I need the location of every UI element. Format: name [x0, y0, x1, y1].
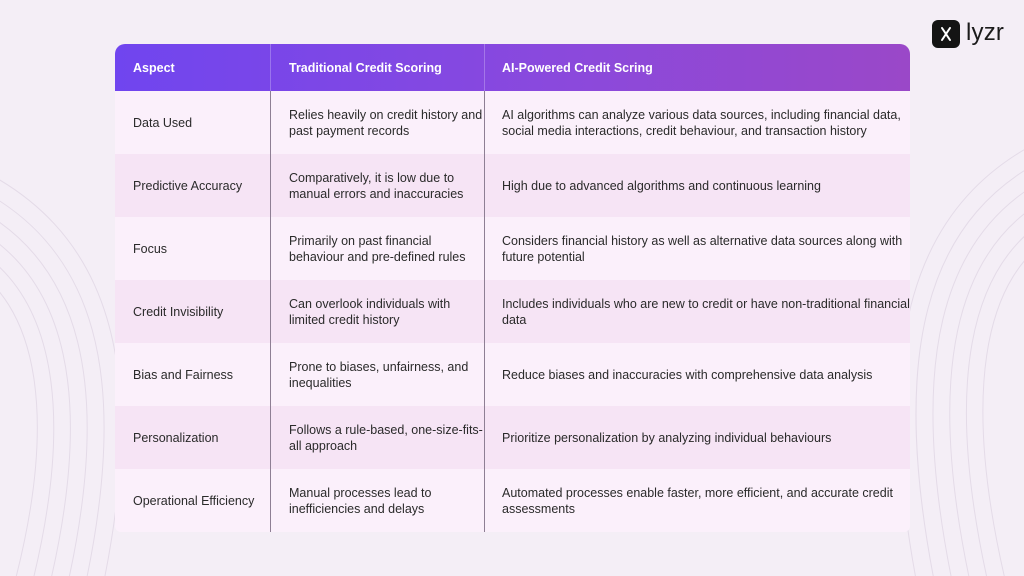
table-header	[115, 44, 910, 91]
cell-aspect: Bias and Fairness	[133, 367, 234, 382]
header-traditional: Traditional Credit Scoring	[270, 44, 484, 91]
header-aspect: Aspect	[133, 60, 175, 75]
brand-name: lyzr	[966, 18, 1005, 46]
cell-ai: Prioritize personalization by analyzing individual behaviours	[484, 406, 910, 469]
cell-traditional: Can overlook individuals with limited credit history	[270, 280, 484, 343]
table-row	[115, 406, 910, 469]
lyzr-logo-icon	[932, 20, 960, 48]
cell-ai: Automated processes enable faster, more efficient, and accurate credit assessments	[484, 469, 910, 532]
cell-aspect: Predictive Accuracy	[133, 178, 243, 193]
cell-aspect: Focus	[133, 241, 168, 256]
cell-traditional: Follows a rule-based, one-size-fits-all approach	[270, 406, 484, 469]
cell-aspect: Personalization	[133, 430, 219, 445]
table-row	[115, 280, 910, 343]
comparison-table	[115, 44, 910, 532]
table-row	[115, 217, 910, 280]
header-ai-powered: AI-Powered Credit Scring	[484, 44, 910, 91]
table-row	[115, 469, 910, 532]
brand-logo	[932, 20, 1004, 48]
cell-traditional: Relies heavily on credit history and past payment records	[270, 91, 484, 154]
table-row	[115, 91, 910, 154]
cell-traditional: Comparatively, it is low due to manual errors and inaccuracies	[270, 154, 484, 217]
cell-ai: AI algorithms can analyze various data sources, including financial data, social media interactions, credit behaviour, and transaction history	[484, 91, 910, 154]
cell-ai: Considers financial history as well as alternative data sources along with future potential	[484, 217, 910, 280]
cell-ai: Includes individuals who are new to credit or have non-traditional financial data	[484, 280, 910, 343]
cell-ai: Reduce biases and inaccuracies with comprehensive data analysis	[484, 343, 910, 406]
cell-aspect: Credit Invisibility	[133, 304, 224, 319]
table-row	[115, 154, 910, 217]
table-row	[115, 343, 910, 406]
cell-aspect: Operational Efficiency	[133, 493, 255, 508]
cell-traditional: Manual processes lead to inefficiencies and delays	[270, 469, 484, 532]
cell-traditional: Prone to biases, unfairness, and inequalities	[270, 343, 484, 406]
cell-ai: High due to advanced algorithms and continuous learning	[484, 154, 910, 217]
cell-traditional: Primarily on past financial behaviour and pre-defined rules	[270, 217, 484, 280]
cell-aspect: Data Used	[133, 115, 193, 130]
